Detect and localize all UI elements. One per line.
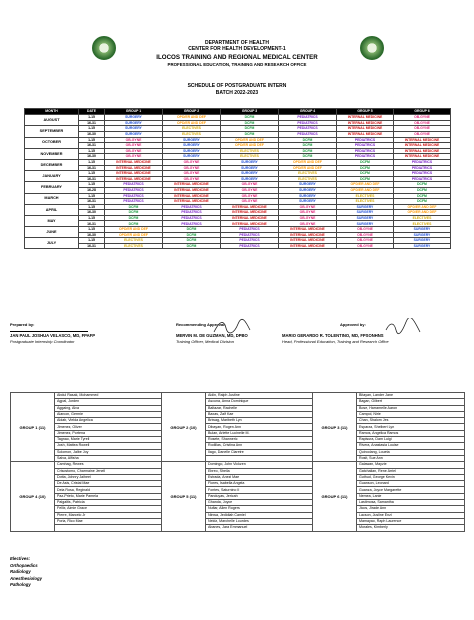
- approved-name: MARIO GERARDO R. TOLENTINO, MD, FPSONHNS: [282, 333, 384, 338]
- group-member: Camhag, Rewes: [55, 462, 162, 468]
- elective-item: Radiology: [10, 569, 31, 575]
- date-cell: 16-31: [79, 243, 105, 249]
- center-name: ILOCOS TRAINING AND REGIONAL MEDICAL CENTER: [156, 54, 318, 61]
- group-member: Domingo, John Vickzen: [206, 462, 313, 468]
- group-member: Esparza, Shelbert Lyn: [357, 424, 465, 430]
- group-member: Guanza, Joyce Margarette: [357, 487, 465, 493]
- rotation-cell: OB-GYNE: [279, 221, 337, 227]
- month-cell: JUNE: [25, 227, 79, 238]
- rotation-cell: SURGERY: [337, 215, 394, 221]
- date-cell: 16-31: [79, 120, 105, 126]
- group-member: Chan, Shalom Jes: [357, 418, 465, 424]
- rotation-cell: ELECTIVES: [337, 199, 394, 205]
- group-member: Neidz, Marchelle Lourdes: [206, 518, 313, 524]
- rotation-cell: SURGERY: [279, 193, 337, 199]
- rotation-cell: DCFM: [279, 154, 337, 160]
- rotation-cell: DCFM: [221, 115, 279, 121]
- rotation-cell: INTERNAL MEDICINE: [279, 227, 337, 233]
- group-member: Fontes, Saturnino II: [206, 487, 313, 493]
- rotation-cell: PEDIATRICS: [337, 148, 394, 154]
- rotation-cell: DCFM: [394, 199, 451, 205]
- group-member: Fellix, Aimie Grace: [55, 506, 162, 512]
- date-cell: 1-15: [79, 193, 105, 199]
- rotation-cell: OPD/ER AND DEF: [279, 159, 337, 165]
- group-member: Campol, Nirie: [357, 411, 465, 417]
- rotation-cell: INTERNAL MEDICINE: [221, 221, 279, 227]
- rotation-cell: OPD/ER AND DEF: [279, 165, 337, 171]
- column-header: GROUP 3: [221, 109, 279, 115]
- rotation-cell: PEDIATRICS: [394, 159, 451, 165]
- rotation-cell: OB-GYNE: [337, 243, 394, 249]
- elective-item: Pathology: [10, 582, 31, 588]
- rotation-cell: OPD/ER AND DEF: [337, 187, 394, 193]
- date-cell: 16-30: [79, 210, 105, 216]
- approved-signature: [384, 318, 424, 336]
- date-cell: 1-15: [79, 171, 105, 177]
- group-member: Salva, Alfisha: [55, 455, 162, 461]
- rotation-cell: ELECTIVES: [279, 171, 337, 177]
- rotation-cell: SURGERY: [394, 232, 451, 238]
- schedule-table: [24, 108, 451, 249]
- rotation-cell: SURGERY: [105, 120, 163, 126]
- rotation-cell: SURGERY: [105, 131, 163, 137]
- group-member: Crisostomo, Charmaine Jenell: [55, 468, 162, 474]
- rotation-cell: DCFM: [279, 143, 337, 149]
- rotation-cell: INTERNAL MEDICINE: [394, 137, 451, 143]
- column-header: DATE: [79, 109, 105, 115]
- group-member: Palgaltis, Patricia: [55, 500, 162, 506]
- rotation-cell: INTERNAL MEDICINE: [337, 126, 394, 132]
- rotation-cell: ELECTIVES: [105, 243, 163, 249]
- rotation-cell: DCFM: [279, 137, 337, 143]
- group-member: Alarcon, Germie: [55, 411, 162, 417]
- rotation-cell: PEDIATRICS: [279, 115, 337, 121]
- rotation-cell: SURGERY: [105, 126, 163, 132]
- date-cell: 1-15: [79, 215, 105, 221]
- rotation-cell: DCFM: [394, 187, 451, 193]
- approved-label: Approved by:: [340, 322, 366, 327]
- rotation-cell: OB-GYNE: [394, 115, 451, 121]
- group-label: GROUP 3 (11): [313, 393, 357, 462]
- rotation-cell: SURGERY: [105, 115, 163, 121]
- rotation-cell: PEDIATRICS: [163, 221, 221, 227]
- group-member: Dotta, Johnry Jaiheel: [55, 474, 162, 480]
- group-member: Guanson, Leonard: [357, 481, 465, 487]
- rotation-cell: PEDIATRICS: [221, 238, 279, 244]
- rotation-cell: DCFM: [163, 232, 221, 238]
- rotation-cell: SURGERY: [394, 238, 451, 244]
- rotation-cell: PEDIATRICS: [163, 210, 221, 216]
- chd-name: CENTER FOR HEALTH DEVELOPMENT-1: [188, 46, 286, 52]
- rotation-cell: PEDIATRICS: [163, 215, 221, 221]
- rotation-cell: SURGERY: [337, 210, 394, 216]
- group-member: Lacson, Jusline Enzi: [357, 512, 465, 518]
- group-member: Ninwa, Jedidiah Camiel: [206, 512, 313, 518]
- electives-list: [10, 556, 42, 589]
- month-cell: OCTOBER: [25, 137, 79, 148]
- group-member: Ramos, Angelica Ramos: [357, 430, 465, 436]
- date-cell: 16-31: [79, 176, 105, 182]
- rotation-cell: SURGERY: [279, 182, 337, 188]
- rotation-cell: PEDIATRICS: [105, 182, 163, 188]
- rotation-cell: OB-GYNE: [221, 182, 279, 188]
- rotation-cell: SURGERY: [163, 137, 221, 143]
- schedule-row: [25, 243, 451, 249]
- rotation-cell: SURGERY: [279, 199, 337, 205]
- month-cell: MARCH: [25, 193, 79, 204]
- rotation-cell: OB-GYNE: [279, 204, 337, 210]
- rotation-cell: DCFM: [221, 126, 279, 132]
- month-cell: AUGUST: [25, 115, 79, 126]
- batch-label: BATCH 2022-2023: [215, 90, 259, 96]
- group-member: Jimenez, Oliver: [55, 424, 162, 430]
- date-cell: 1-15: [79, 137, 105, 143]
- rotation-cell: DCFM: [337, 171, 394, 177]
- prepared-label: Prepared by:: [10, 322, 35, 327]
- rotation-cell: INTERNAL MEDICINE: [279, 232, 337, 238]
- rotation-cell: OPD/ER AND DEF: [221, 137, 279, 143]
- rotation-cell: INTERNAL MEDICINE: [337, 115, 394, 121]
- group-member: Jimenez, Portena: [55, 430, 162, 436]
- rotation-cell: PEDIATRICS: [337, 137, 394, 143]
- rotation-cell: INTERNAL MEDICINE: [394, 154, 451, 160]
- month-cell: DECEMBER: [25, 159, 79, 170]
- rotation-cell: ELECTIVES: [394, 221, 451, 227]
- rotation-cell: INTERNAL MEDICINE: [105, 165, 163, 171]
- group-member: Ascuna, Anna Dominique: [206, 399, 313, 405]
- rotation-cell: OPD/ER AND DEF: [394, 204, 451, 210]
- rotation-cell: PEDIATRICS: [221, 232, 279, 238]
- rotation-cell: DCFM: [105, 221, 163, 227]
- group-label: GROUP 4 (10): [11, 462, 55, 531]
- rotation-cell: INTERNAL MEDICINE: [221, 210, 279, 216]
- rotation-cell: INTERNAL MEDICINE: [221, 204, 279, 210]
- rotation-cell: ELECTIVES: [279, 176, 337, 182]
- rotation-cell: DCFM: [279, 148, 337, 154]
- group-member: Abdul Rasak, Mohammed: [55, 393, 162, 399]
- rotation-cell: PEDIATRICS: [163, 204, 221, 210]
- rotation-cell: ELECTIVES: [163, 126, 221, 132]
- group-roster-row: [11, 518, 465, 524]
- group-member: Ilago, Danelle Claretre: [206, 449, 313, 455]
- group-roster-row: [11, 430, 465, 436]
- group-member: Bitayan, Lander Jane: [357, 393, 465, 399]
- column-header: GROUP 1: [105, 109, 163, 115]
- group-label: GROUP 6 (11): [313, 462, 357, 531]
- group-member: Morales, Kimberly: [357, 525, 465, 531]
- group-member: Jicos, Jirade Ann: [357, 506, 465, 512]
- group-member: Aggaing, Alva: [55, 405, 162, 411]
- group-member: Abanes, Jara Emmanuel: [206, 525, 313, 531]
- rotation-cell: SURGERY: [279, 187, 337, 193]
- rotation-cell: INTERNAL MEDICINE: [394, 148, 451, 154]
- rotation-cell: DCFM: [221, 120, 279, 126]
- recommended-title: Training Officer, Medical Division: [176, 339, 234, 344]
- date-cell: 1-15: [79, 148, 105, 154]
- group-member: Rapisura, Dam Luigi: [357, 437, 465, 443]
- date-cell: 16-28: [79, 187, 105, 193]
- recommended-label: Recommending Approval:: [176, 322, 226, 327]
- rotation-cell: OB-GYNE: [337, 238, 394, 244]
- rotation-cell: PEDIATRICS: [394, 171, 451, 177]
- rotation-cell: INTERNAL MEDICINE: [163, 182, 221, 188]
- rotation-cell: SURGERY: [394, 243, 451, 249]
- group-member: Agpal, Jorden: [55, 399, 162, 405]
- rotation-cell: SURGERY: [337, 204, 394, 210]
- groups-table: [10, 392, 465, 532]
- rotation-cell: PEDIATRICS: [105, 187, 163, 193]
- rotation-cell: PEDIATRICS: [105, 193, 163, 199]
- date-cell: 16-31: [79, 143, 105, 149]
- rotation-cell: PEDIATRICS: [221, 243, 279, 249]
- rotation-cell: OB-GYNE: [163, 176, 221, 182]
- rotation-cell: OB-GYNE: [337, 227, 394, 233]
- group-member: De Asis, Cristal Mae: [55, 481, 162, 487]
- rotation-cell: INTERNAL MEDICINE: [221, 215, 279, 221]
- rotation-cell: INTERNAL MEDICINE: [279, 238, 337, 244]
- group-member: Josh, Mattea Rowell: [55, 443, 162, 449]
- rotation-cell: OPD/ER AND DEF: [163, 120, 221, 126]
- group-roster-row: [11, 487, 465, 493]
- date-cell: 16-31: [79, 221, 105, 227]
- rotation-cell: SURGERY: [221, 159, 279, 165]
- group-member: Aidin, Ralph Justine: [206, 393, 313, 399]
- rotation-cell: DCFM: [105, 210, 163, 216]
- rotation-cell: OPD/ER AND DEF: [105, 232, 163, 238]
- elective-item: Anesthesiology: [10, 575, 42, 581]
- page-title: SCHEDULE OF POSTGRADUATE INTERN: [187, 83, 287, 89]
- group-member: Paz-Prieto, Marie Pamela: [55, 493, 162, 499]
- rotation-cell: PEDIATRICS: [105, 199, 163, 205]
- rotation-cell: DCFM: [105, 204, 163, 210]
- rotation-cell: SURGERY: [221, 165, 279, 171]
- rotation-cell: OB-GYNE: [221, 187, 279, 193]
- group-member: Flores, Isabella Angela: [206, 481, 313, 487]
- group-member: Ghanda, Joyce: [206, 500, 313, 506]
- group-member: Galawan, Mayzie: [357, 462, 465, 468]
- rotation-cell: ELECTIVES: [221, 154, 279, 160]
- group-member: Nemea, Lanie: [357, 493, 465, 499]
- date-cell: 1-15: [79, 159, 105, 165]
- group-member: Guthud, George Kevin: [357, 474, 465, 480]
- rotation-cell: DCFM: [163, 238, 221, 244]
- group-member: Tagnao, Marie Tyrell: [55, 437, 162, 443]
- group-roster-row: [11, 443, 465, 449]
- rotation-cell: ELECTIVES: [337, 193, 394, 199]
- group-member: Panduyas, Jericah: [206, 493, 313, 499]
- rotation-cell: DCFM: [163, 243, 221, 249]
- rotation-cell: OPD/ER AND DEF: [337, 182, 394, 188]
- approved-title: Head, Professional Education, Training and Research Office: [282, 339, 389, 344]
- column-header: GROUP 6: [394, 109, 451, 115]
- office-name: PROFESSIONAL EDUCATION, TRAINING AND RESEARCH OFFICE: [167, 62, 307, 67]
- group-member: Solomon, Jalbe Joy: [55, 449, 162, 455]
- group-member: Gatchalian, Rene Arriel: [357, 468, 465, 474]
- group-roster-row: [11, 525, 465, 531]
- group-member: Poria, Rico Mae: [55, 518, 162, 524]
- group-member: Dela Rosa, Reginald: [55, 487, 162, 493]
- rotation-cell: PEDIATRICS: [221, 227, 279, 233]
- rotation-cell: INTERNAL MEDICINE: [163, 187, 221, 193]
- recommended-name: MERVIN M. DE GUZMAN, MD, DPBO: [176, 333, 248, 338]
- group-member: [55, 525, 162, 531]
- rotation-cell: SURGERY: [394, 227, 451, 233]
- electives-label: Electives:: [10, 556, 31, 561]
- rotation-cell: OB-GYNE: [279, 210, 337, 216]
- date-cell: 1-15: [79, 115, 105, 121]
- rotation-cell: OB-GYNE: [105, 137, 163, 143]
- dept-name: DEPARTMENT OF HEALTH: [205, 40, 269, 46]
- month-cell: JANUARY: [25, 171, 79, 182]
- date-cell: 1-15: [79, 126, 105, 132]
- group-member: Aldab, Vielda Angelica: [55, 418, 162, 424]
- group-member: Estrada, Anezi Mae: [206, 474, 313, 480]
- rotation-cell: DCFM: [221, 131, 279, 137]
- rotation-cell: OPD/ER AND DEF: [394, 210, 451, 216]
- rotation-cell: ELECTIVES: [163, 131, 221, 137]
- rotation-cell: INTERNAL MEDICINE: [105, 176, 163, 182]
- rotation-cell: OB-GYNE: [279, 215, 337, 221]
- rotation-cell: DCFM: [337, 159, 394, 165]
- group-member: Bagan, Gilbert: [357, 399, 465, 405]
- rotation-cell: INTERNAL MEDICINE: [105, 171, 163, 177]
- month-cell: JULY: [25, 238, 79, 249]
- date-cell: 1-15: [79, 227, 105, 233]
- elective-item: Orthopaedics: [10, 562, 38, 568]
- month-cell: APRIL: [25, 204, 79, 215]
- rotation-cell: SURGERY: [221, 171, 279, 177]
- rotation-cell: DCFM: [337, 176, 394, 182]
- month-cell: SEPTEMBER: [25, 126, 79, 137]
- rotation-cell: SURGERY: [163, 154, 221, 160]
- rotation-cell: SURGERY: [163, 148, 221, 154]
- group-label: GROUP 2 (10): [162, 393, 206, 462]
- rotation-cell: PEDIATRICS: [394, 176, 451, 182]
- group-member: Ebreo, Sheila: [206, 468, 313, 474]
- rotation-cell: DCFM: [105, 215, 163, 221]
- group-member: Lastimosa, Samantha: [357, 500, 465, 506]
- rotation-cell: DCFM: [394, 182, 451, 188]
- month-cell: NOVEMBER: [25, 148, 79, 159]
- rotation-cell: SURGERY: [163, 143, 221, 149]
- group-member: Dibayan, Rogen Ann: [206, 424, 313, 430]
- group-member: Rivera, Anastasia Louise: [357, 443, 465, 449]
- rotation-cell: PEDIATRICS: [279, 126, 337, 132]
- group-member: Rosit, Sue Ann: [357, 455, 465, 461]
- group-member: Rosete, Shanneric: [206, 437, 313, 443]
- rotation-cell: INTERNAL MEDICINE: [105, 159, 163, 165]
- rotation-cell: OB-GYNE: [394, 126, 451, 132]
- rotation-cell: OB-GYNE: [163, 171, 221, 177]
- rotation-cell: INTERNAL MEDICINE: [163, 193, 221, 199]
- rotation-cell: PEDIATRICS: [337, 154, 394, 160]
- column-header: GROUP 2: [163, 109, 221, 115]
- rotation-cell: INTERNAL MEDICINE: [163, 199, 221, 205]
- date-cell: 1-15: [79, 238, 105, 244]
- rotation-cell: PEDIATRICS: [279, 120, 337, 126]
- group-member: Bulan, Arlette Lucinelle M.: [206, 430, 313, 436]
- rotation-cell: SURGERY: [337, 221, 394, 227]
- rotation-cell: DCFM: [394, 193, 451, 199]
- rotation-cell: OPD/ER AND DEF: [221, 143, 279, 149]
- prepared-name: JAN PAUL JOSHUA VELASCO, MD, FPAFP: [10, 333, 95, 338]
- rotation-cell: OB-GYNE: [105, 148, 163, 154]
- rotation-cell: ELECTIVES: [105, 238, 163, 244]
- group-member: Quiroolang, Loueta: [357, 449, 465, 455]
- date-cell: 16-30: [79, 154, 105, 160]
- rotation-cell: OB-GYNE: [221, 199, 279, 205]
- rotation-cell: OB-GYNE: [105, 143, 163, 149]
- group-label: GROUP 1 (11): [11, 393, 55, 462]
- group-member: Mamayao, Raph Laurence: [357, 518, 465, 524]
- month-cell: MAY: [25, 215, 79, 226]
- group-member: Briwag, Maribeth Lyn: [206, 418, 313, 424]
- date-cell: 1-15: [79, 182, 105, 188]
- group-member: Bose, Harramelle Aaron: [357, 405, 465, 411]
- rotation-cell: DCFM: [337, 165, 394, 171]
- month-cell: FEBRUARY: [25, 182, 79, 193]
- date-cell: 16-31: [79, 165, 105, 171]
- rotation-cell: OB-GYNE: [394, 131, 451, 137]
- rotation-cell: DCFM: [163, 227, 221, 233]
- column-header: GROUP 4: [279, 109, 337, 115]
- rotation-cell: ELECTIVES: [221, 148, 279, 154]
- group-member: Nufiar, Allen Rogers: [206, 506, 313, 512]
- rotation-cell: ELECTIVES: [394, 215, 451, 221]
- date-cell: 16-30: [79, 232, 105, 238]
- rotation-cell: SURGERY: [221, 176, 279, 182]
- rotation-cell: PEDIATRICS: [394, 165, 451, 171]
- rotation-cell: OB-GYNE: [221, 193, 279, 199]
- rotation-cell: INTERNAL MEDICINE: [337, 120, 394, 126]
- rotation-cell: OB-GYNE: [337, 232, 394, 238]
- group-member: Pierre, Marcelo Jr: [55, 512, 162, 518]
- rotation-cell: INTERNAL MEDICINE: [337, 131, 394, 137]
- column-header: MONTH: [25, 109, 79, 115]
- prepared-title: Postgraduate Internship Coordinator: [10, 339, 75, 344]
- rotation-cell: INTERNAL MEDICINE: [394, 143, 451, 149]
- group-member: Baxas, Zalf Kae: [206, 411, 313, 417]
- rotation-cell: OPD/ER AND DEF: [105, 227, 163, 233]
- group-member: Rodillas, Cristina Ann: [206, 443, 313, 449]
- date-cell: 16-31: [79, 199, 105, 205]
- group-member: Baltazar, Rachelle: [206, 405, 313, 411]
- date-cell: 16-30: [79, 131, 105, 137]
- rotation-cell: OB-GYNE: [105, 154, 163, 160]
- rotation-cell: PEDIATRICS: [279, 131, 337, 137]
- rotation-cell: INTERNAL MEDICINE: [279, 243, 337, 249]
- rotation-cell: OB-GYNE: [163, 165, 221, 171]
- rotation-cell: OPD/ER AND DEF: [163, 115, 221, 121]
- rotation-cell: OB-GYNE: [163, 159, 221, 165]
- group-label: GROUP 5 (11): [162, 462, 206, 531]
- rotation-cell: OB-GYNE: [394, 120, 451, 126]
- rotation-cell: PEDIATRICS: [337, 143, 394, 149]
- date-cell: 1-15: [79, 204, 105, 210]
- column-header: GROUP 5: [337, 109, 394, 115]
